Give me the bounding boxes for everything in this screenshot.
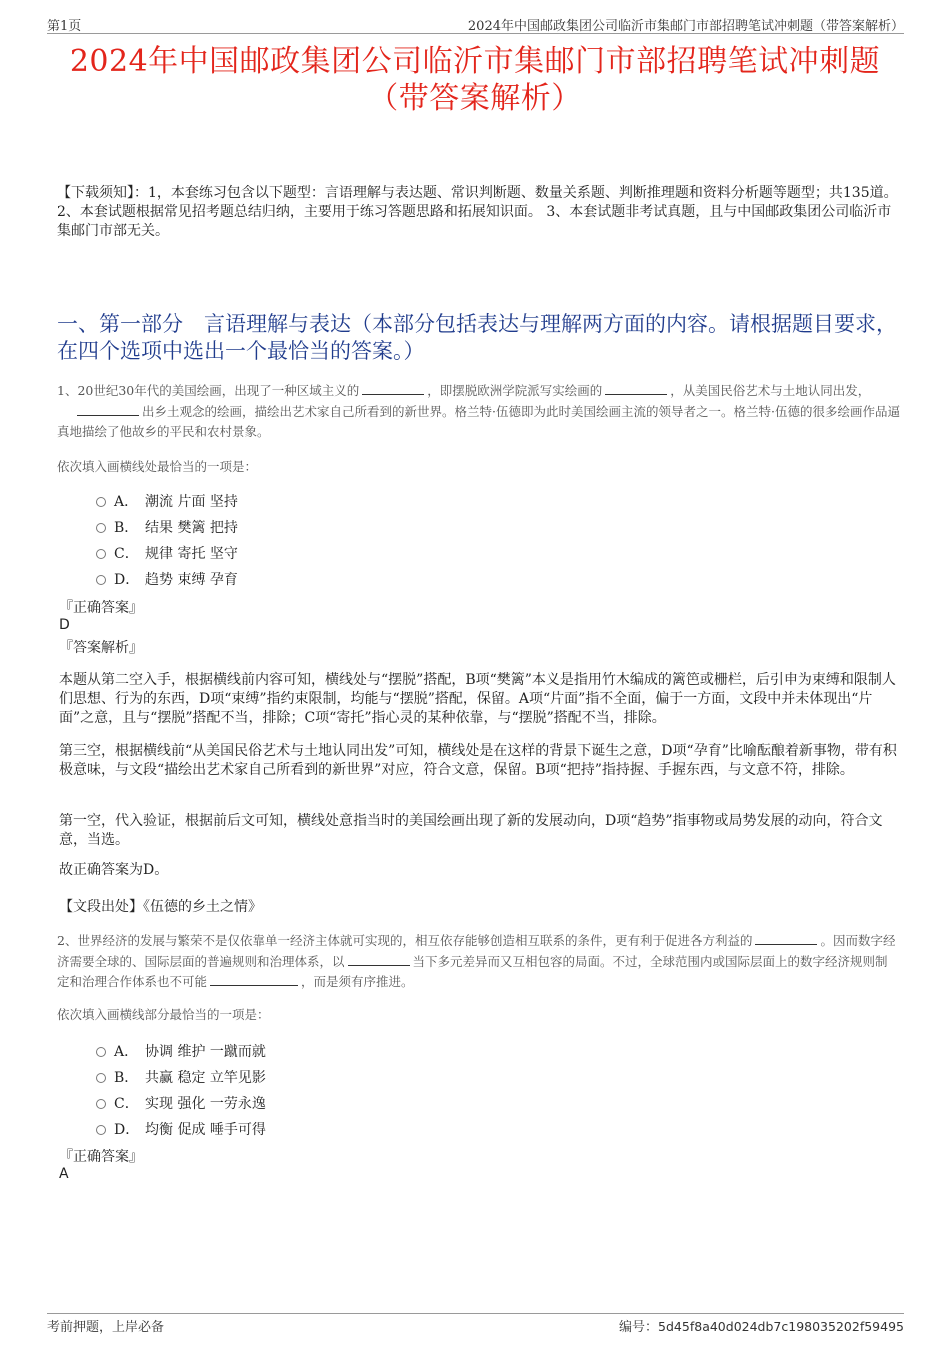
analysis-paragraph: 第一空，代入验证，根据前后文可知，横线处意指当时的美国绘画出现了新的发展动向，D项“趋势”指事物或局势发展的动向，符合文意，当选。 [59,813,883,848]
analysis-paragraph: 本题从第二空入手，根据横线前内容可知，横线处与“摆脱”搭配，B项“樊篱”本义是指用竹木编成的篱笆或栅栏，后引申为束缚和限制人们思想、行为的东西，D项“束缚”指约束限制，均能与“摆脱”搭配，保留。A项“片面”指不全面，偏于一方面，文段中并未体现出“片面”之意，且与“摆脱”搭配不当，排除；C项“寄托”指心灵的某种依靠，与“摆脱”搭配不当，排除。 [59,672,896,726]
download-notice: 【下载须知】：1，本套练习包含以下题型：言语理解与表达题、常识判断题、数量关系题、判断推理题和资料分析题等题型；共135道。 2、本套试题根据常见招考题总结归纳，主要用于练习答题思路和拓展知识面。 3、本套试题非考试真题，且与中国邮政集团公司临沂市集邮门市部无关。 [57,185,898,239]
answer-blank [755,932,817,945]
question-1-prompt: 依次填入画横线处最恰当的一项是： [57,459,258,474]
title-line-1: 2024年中国邮政集团公司临沂市集邮门市部招聘笔试冲刺题 [69,44,881,79]
page-number: 第1页 [47,19,82,34]
page-footer [47,1313,904,1334]
correct-answer-label: 『正确答案』 [59,600,143,616]
footer-slogan: 考前押题，上岸必备 [47,1320,165,1335]
radio-icon[interactable] [96,1047,106,1057]
section-heading: 一、第一部分 言语理解与表达（本部分包括表达与理解两方面的内容。请根据题目要求，在四个选项中选出一个最恰当的答案。） [57,312,897,363]
passage-source: 【文段出处】《伍德的乡土之情》 [59,899,262,915]
radio-icon[interactable] [96,1125,106,1135]
analysis-paragraph: 第三空，根据横线前“从美国民俗艺术与土地认同出发”可知，横线处是在这样的背景下诞生之意，D项“孕育”比喻酝酿着新事物，带有积极意味，与文段“描绘出艺术家自己所看到的新世界”对应，符合文意，保留。B项“把持”指持握、手握东西，与文意不符，排除。 [59,743,897,778]
correct-answer: A [59,1166,69,1182]
answer-blank [362,382,424,395]
analysis-label: 『答案解析』 [59,640,143,656]
answer-blank [605,382,667,395]
radio-icon[interactable] [96,1099,106,1109]
answer-blank [210,973,298,986]
title-line-2: （带答案解析） [368,81,582,116]
question-2-stem: 2、世界经济的发展与繁荣不是仅依靠单一经济主体就可实现的，相互依存能够创造相互联系的条件，更有利于促进各方利益的 。因而数字经济需要全球的、国际层面的普遍规则和治理体系，以 当下多元差异而又互相包容的局面。不过，全球范围内或国际层面上的数字经济规则制定和治理合作体系也不可能 ，而是须有序推进。 [57,933,896,989]
page-header [47,13,904,34]
correct-answer: D [59,617,70,633]
radio-icon[interactable] [96,497,106,507]
radio-icon[interactable] [96,549,106,559]
answer-blank [348,953,410,966]
question-1-stem: 1、20世纪30年代的美国绘画，出现了一种区域主义的 ，即摆脱欧洲学院派写实绘画的 ，从美国民俗艺术与土地认同出发，出乡土观念的绘画，描绘出艺术家自己所看到的新世界。格兰特·伍德即为此时美国绘画主流的领导者之一。格兰特·伍德的很多绘画作品逼真地描绘了他故乡的平民和农村景象。 [57,383,900,439]
analysis-conclusion: 故正确答案为D。 [59,862,169,878]
radio-icon[interactable] [96,523,106,533]
question-2-prompt: 依次填入画横线部分最恰当的一项是： [57,1007,270,1022]
correct-answer-label: 『正确答案』 [59,1149,143,1165]
answer-blank [77,403,139,416]
page-title [40,43,910,117]
radio-icon[interactable] [96,575,106,585]
radio-icon[interactable] [96,1073,106,1083]
document-code: 编号：5d45f8a40d024db7c198035202f59495 [619,1319,904,1335]
header-doc-title: 2024年中国邮政集团公司临沂市集邮门市部招聘笔试冲刺题（带答案解析） [467,19,904,34]
